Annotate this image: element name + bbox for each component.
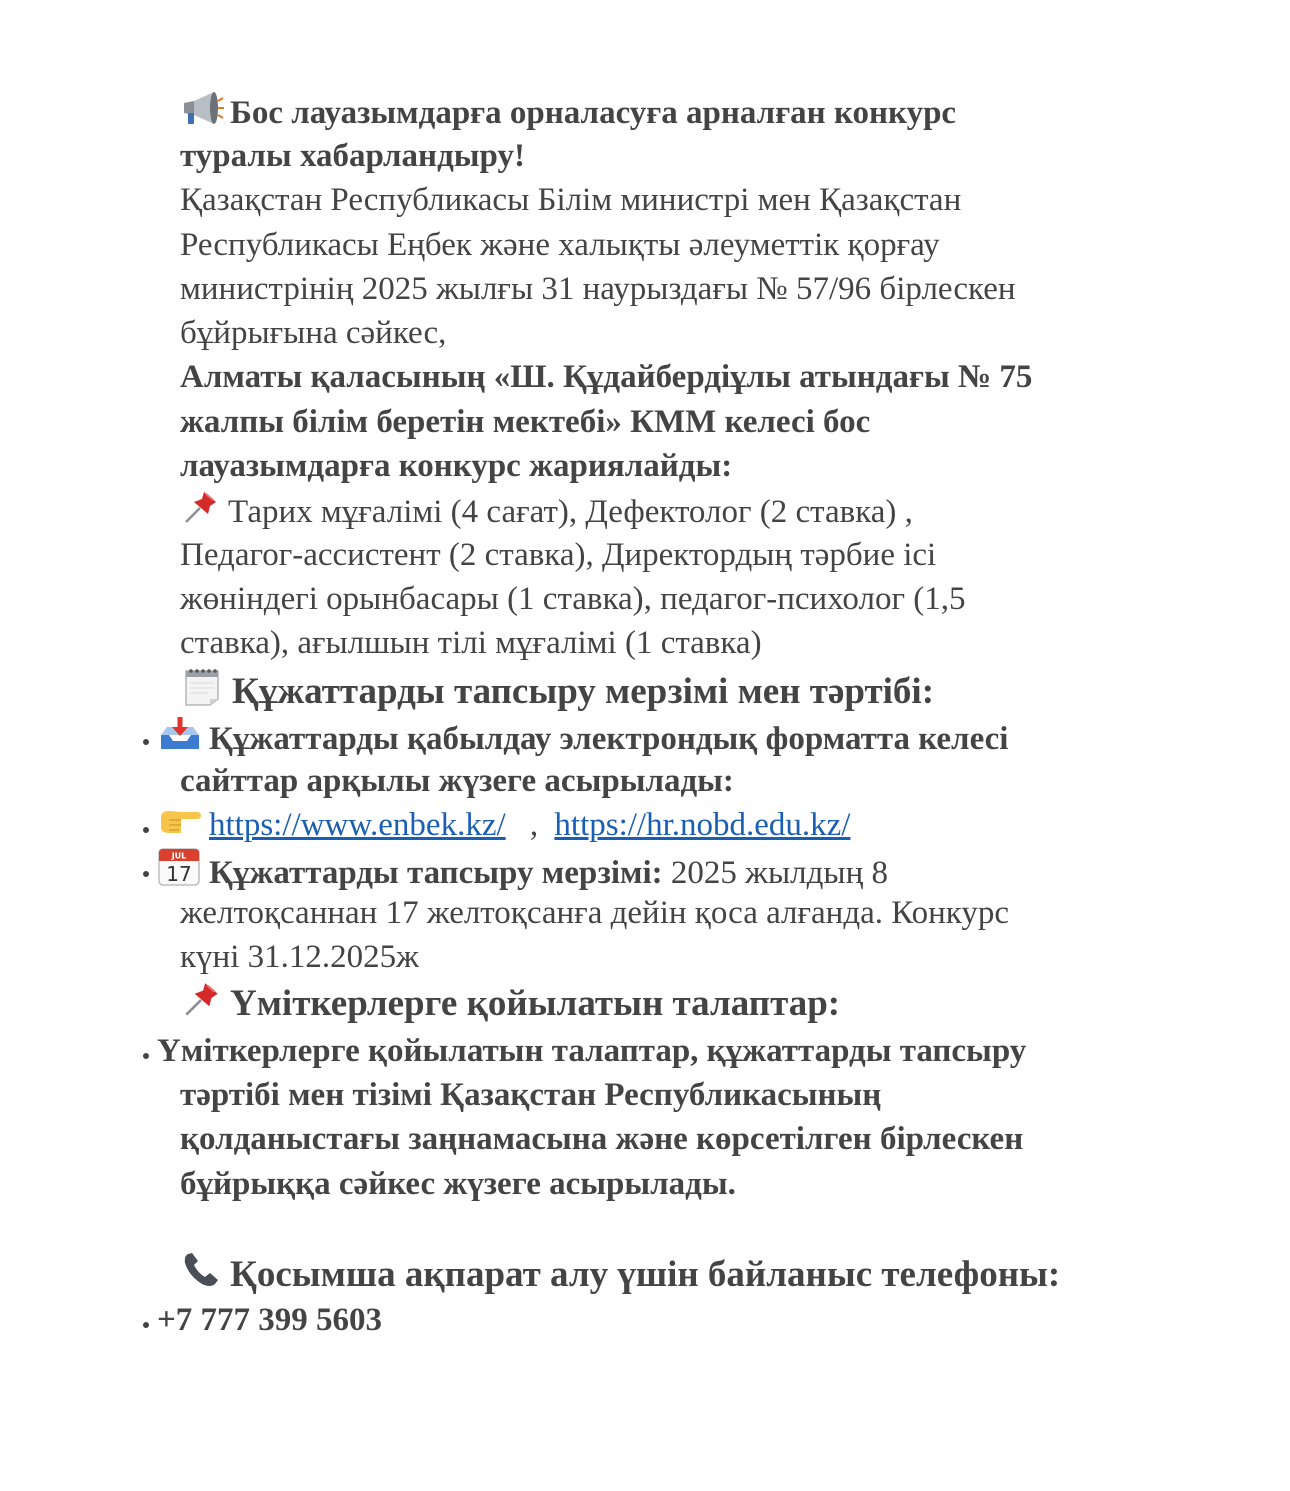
- spiral-notepad-icon: [180, 665, 226, 718]
- positions-line: Педагог-ассистент (2 ставка), Директордың тәрбие ісі: [180, 537, 937, 573]
- bullet-dot: [143, 739, 149, 745]
- enbek-link[interactable]: https://www.enbek.kz/: [209, 807, 506, 843]
- intro-line: Республикасы Еңбек және халықты әлеуметтік қорғау: [180, 227, 940, 263]
- pushpin-icon: [180, 979, 224, 1030]
- pushpin-icon: [180, 488, 222, 538]
- pointing-right-icon: [157, 803, 203, 851]
- megaphone-icon: [180, 89, 224, 139]
- requirements-line: Үміткерлерге қойылатын талаптар, құжаттарды тапсыру: [157, 1033, 1027, 1069]
- school-line: лауазымдарға конкурс жариялайды:: [180, 448, 733, 484]
- accept-line-1: [157, 715, 1008, 765]
- phone-number[interactable]: +7 777 399 5603: [157, 1302, 383, 1338]
- deadline-line: күні 31.12.2025ж: [180, 939, 419, 975]
- documents-heading-text: Құжаттарды тапсыру мерзімі мен тәртібі:: [232, 671, 935, 712]
- requirements-line: қолданыстағы заңнамасына және көрсетілген бірлескен: [180, 1121, 1024, 1157]
- title-text-1: Бос лауазымдарға орналасуға арналған конкурс: [230, 95, 957, 131]
- bullet-dot: [143, 827, 149, 833]
- contact-heading-text: Қосымша ақпарат алу үшін байланыс телефоны:: [230, 1254, 1061, 1295]
- positions-line-1: [180, 488, 913, 538]
- school-line: жалпы білім беретін мектебі» КММ келесі бос: [180, 404, 871, 440]
- documents-heading: [180, 665, 934, 718]
- contact-heading: [180, 1250, 1060, 1301]
- title-line-1: [180, 89, 956, 139]
- nobd-link[interactable]: https://hr.nobd.edu.kz/: [554, 807, 851, 843]
- positions-text-1: Тарих мұғалімі (4 сағат), Дефектолог (2 ставка) ,: [228, 494, 913, 530]
- school-line: Алматы қаласының «Ш. Құдайбердіұлы атындағы № 75: [180, 359, 1033, 395]
- positions-line: жөніндегі орынбасары (1 ставка), педагог-психолог (1,5: [180, 581, 966, 617]
- title-line-2: туралы хабарландыру!: [180, 138, 525, 174]
- links-line: [157, 803, 850, 851]
- accept-line-2: сайттар арқылы жүзеге асырылады:: [180, 763, 734, 799]
- requirements-line: тәртібі мен тізімі Қазақстан Республикасының: [180, 1077, 882, 1113]
- telephone-icon: [180, 1250, 224, 1301]
- requirements-heading-text: Үміткерлерге қойылатын талаптар:: [230, 983, 841, 1024]
- requirements-heading: [180, 979, 840, 1030]
- requirements-line: бұйрыққа сәйкес жүзеге асырылады.: [180, 1166, 736, 1202]
- intro-line: министрінің 2025 жылғы 31 наурыздағы № 57/96 бірлескен: [180, 271, 1016, 307]
- deadline-line: желтоқсаннан 17 желтоқсанға дейін қоса алғанда. Конкурс: [180, 895, 1010, 931]
- bullet-dot: [143, 1322, 149, 1328]
- deadline-value: 2025 жылдың 8: [670, 855, 888, 891]
- bullet-dot: [143, 871, 149, 877]
- calendar-month-text: JUL: [171, 851, 187, 861]
- bullet-dot: [143, 1053, 149, 1059]
- inbox-tray-icon: [157, 715, 203, 765]
- deadline-label: Құжаттарды тапсыру мерзімі:: [209, 855, 663, 891]
- intro-line: Қазақстан Республикасы Білім министрі мен Қазақстан: [180, 182, 962, 218]
- calendar-day-text: 17: [166, 862, 192, 886]
- link-separator: ,: [529, 807, 539, 843]
- accept-text-1: Құжаттарды қабылдау электрондық форматта келесі: [209, 721, 1009, 757]
- positions-line: ставка), ағылшын тілі мұғалімі (1 ставка): [180, 625, 762, 661]
- intro-line: бұйрығына сәйкес,: [180, 315, 447, 351]
